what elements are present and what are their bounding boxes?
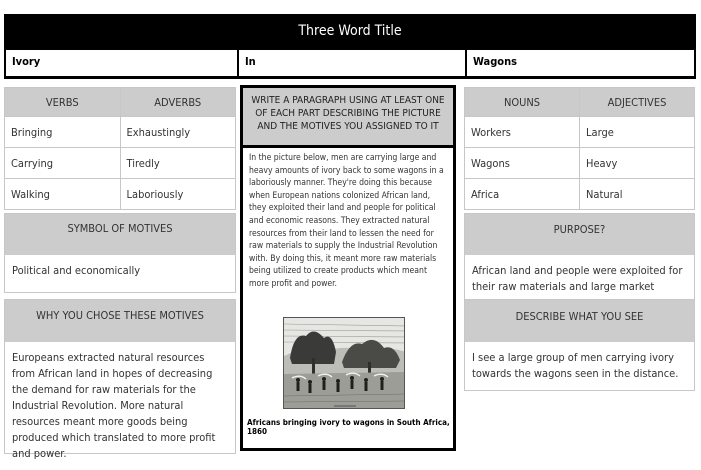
describe-header: DESCRIBE WHAT YOU SEE [465,300,694,342]
word-1[interactable]: Ivory [6,50,237,76]
table-cell[interactable]: Carrying [5,148,121,179]
word-2[interactable]: In [239,50,465,76]
table-cell[interactable]: Laboriously [120,179,236,210]
table-cell[interactable]: Wagons [465,148,580,179]
purpose-box [464,213,695,300]
table-cell[interactable]: Bringing [5,117,121,148]
ivory-engraving-image [283,317,405,409]
why-motives-text[interactable]: Europeans extracted natural resources from African land in hopes of decreasing the demand for raw materials for the Industrial Revolution. More natural resources meant more goods being produced which translated to more profit and power. [12,351,216,460]
paragraph-panel [240,85,456,451]
paragraph-text[interactable]: In the picture below, men are carrying large and heavy amounts of ivory back to some wagons in a laboriously manner. They're doing this because when European nations colonized African land, they exploited their land and people for political and economic reasons. They extracted natural resources from their land to lessen the need for raw materials to supply the Industrial Revolution with. By doing this, it meant more raw materials being utilized to create products which meant more profit and power. [249,153,444,289]
describe-text[interactable]: I see a large group of men carrying ivory towards the wagons seen in the distance. [472,351,679,380]
table-cell[interactable]: Natural [580,179,695,210]
engraving-illustration [284,318,405,409]
symbol-of-motives-box [4,213,236,293]
word-3[interactable]: Wagons [467,50,694,76]
table-cell[interactable]: Africa [465,179,580,210]
adjectives-header: ADJECTIVES [580,88,695,117]
verbs-adverbs-table [4,87,236,208]
page-title: Three Word Title [4,14,696,48]
why-motives-header: WHY YOU CHOSE THESE MOTIVES [5,300,235,342]
table-cell[interactable]: Walking [5,179,121,210]
purpose-text[interactable]: African land and people were exploited for their raw materials and large market [472,264,683,293]
paragraph-prompt: WRITE A PARAGRAPH USING AT LEAST ONE OF EACH PART DESCRIBING THE PICTURE AND THE MOTIVES YOU ASSIGNED TO IT [243,88,453,148]
table-cell[interactable]: Tiredly [120,148,236,179]
nouns-adjectives-table [464,87,695,208]
symbol-of-motives-text[interactable]: Political and economically [12,264,141,277]
image-caption: Africans bringing ivory to wagons in South Africa, 1860 [247,418,450,436]
purpose-header: PURPOSE? [465,214,694,255]
table-cell[interactable]: Exhaustingly [120,117,236,148]
adverbs-header: ADVERBS [120,88,236,117]
table-cell[interactable]: Heavy [580,148,695,179]
describe-box [464,299,695,391]
word-row [4,48,696,79]
symbol-of-motives-header: SYMBOL OF MOTIVES [5,214,235,255]
nouns-header: NOUNS [465,88,580,117]
table-cell[interactable]: Large [580,117,695,148]
why-motives-box [4,299,236,460]
table-cell[interactable]: Workers [465,117,580,148]
verbs-header: VERBS [5,88,121,117]
